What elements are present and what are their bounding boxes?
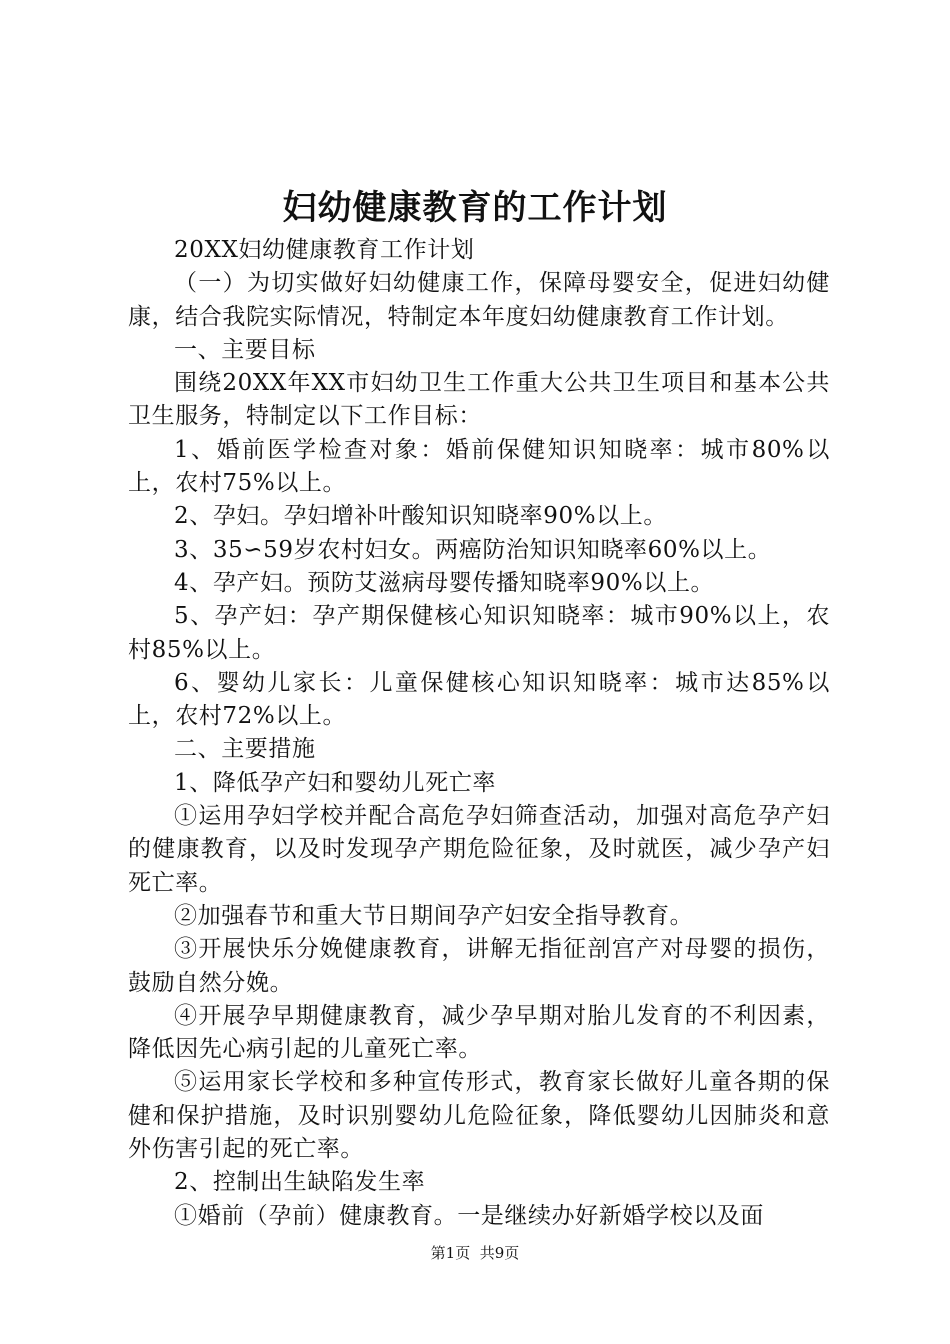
- section-heading-goals: 一、主要目标: [174, 336, 316, 363]
- measure-item-5: ⑤运用家长学校和多种宣传形式，教育家长做好儿童各期的保健和保护措施，及时识别婴幼儿危险征象，降低婴幼儿因肺炎和意外伤害引起的死亡率。: [128, 1069, 830, 1163]
- total-pages: 共9页: [479, 1244, 520, 1262]
- measure-item-1: ①运用孕妇学校并配合高危孕妇筛查活动，加强对高危孕产妇的健康教育，以及时发现孕产期危险征象，及时就医，减少孕产妇死亡率。: [128, 803, 830, 896]
- page-footer: [0, 1243, 950, 1263]
- goal-item-6: 6、婴幼儿家长：儿童保健核心知识知晓率：城市达85%以上，农村72%以上。: [128, 669, 830, 730]
- measure-item-4: ④开展孕早期健康教育，减少孕早期对胎儿发育的不利因素，降低因先心病引起的儿童死亡率。: [128, 1002, 830, 1063]
- document-body: [128, 234, 830, 1233]
- footer-spacer: [470, 1244, 480, 1262]
- goal-item-4: 4、孕产妇。预防艾滋病母婴传播知晓率90%以上。: [174, 569, 715, 596]
- measure-item-3: ③开展快乐分娩健康教育，讲解无指征剖宫产对母婴的损伤，鼓励自然分娩。: [128, 936, 830, 996]
- page-number: 第1页: [430, 1244, 471, 1262]
- goal-item-3: 3、35∽59岁农村妇女。两癌防治知识知晓率60%以上。: [174, 536, 772, 563]
- paragraph-intro: （一）为切实做好妇幼健康工作，保障母婴安全，促进妇幼健康，结合我院实际情况，特制定本年度妇幼健康教育工作计划。: [128, 270, 830, 330]
- birth-defect-item-1: ①婚前（孕前）健康教育。一是继续办好新婚学校以及面: [174, 1202, 764, 1229]
- measure-item-2: ②加强春节和重大节日期间孕产妇安全指导教育。: [174, 902, 694, 929]
- subsection-heading-birth-defects: 2、控制出生缺陷发生率: [174, 1169, 426, 1196]
- goal-item-2: 2、孕妇。孕妇增补叶酸知识知晓率90%以上。: [174, 503, 667, 530]
- paragraph-plan-heading: 20XX妇幼健康教育工作计划: [174, 237, 475, 263]
- paragraph-goals-intro: 围绕20XX年XX市妇幼卫生工作重大公共卫生项目和基本公共卫生服务，特制定以下工作目标：: [128, 370, 830, 430]
- subsection-heading-mortality: 1、降低孕产妇和婴幼儿死亡率: [174, 769, 497, 796]
- goal-item-5: 5、孕产妇：孕产期保健核心知识知晓率：城市90%以上，农村85%以上。: [128, 603, 830, 663]
- section-heading-measures: 二、主要措施: [174, 736, 316, 763]
- goal-item-1: 1、婚前医学检查对象：婚前保健知识知晓率：城市80%以上，农村75%以上。: [128, 436, 830, 497]
- document-title: 妇幼健康教育的工作计划: [282, 188, 668, 228]
